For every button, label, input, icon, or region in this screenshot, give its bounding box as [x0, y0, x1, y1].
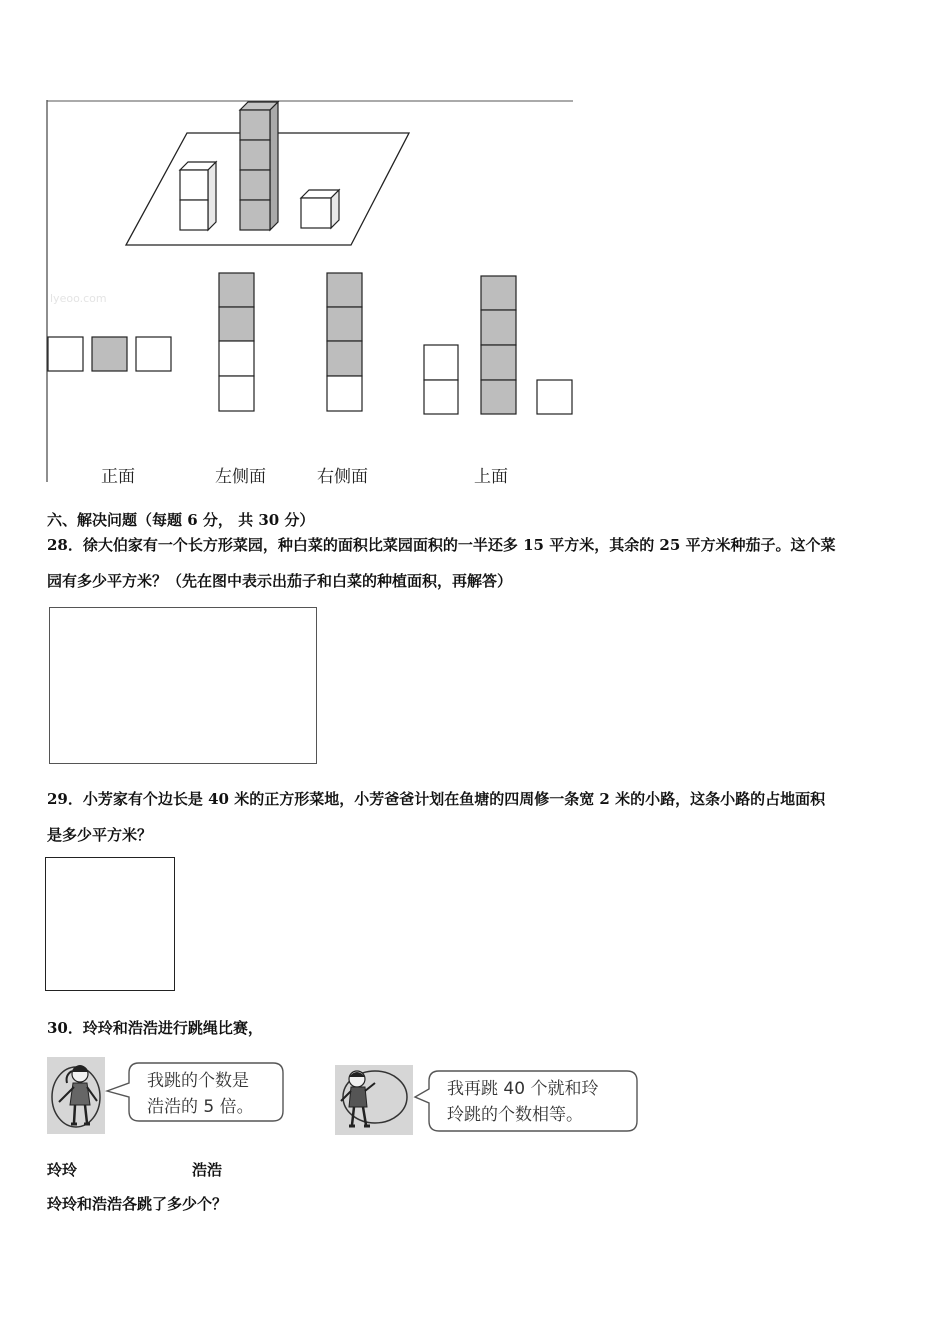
top-view — [424, 276, 572, 414]
q28-line2: 园有多少平方米？（先在图中表示出茄子和白菜的种植面积，再解答） — [47, 572, 513, 590]
name-haohao: 浩浩 — [192, 1161, 223, 1179]
section-title: 六、解决问题（每题 6 分， 共 30 分） — [47, 511, 315, 529]
cube-views-figure — [46, 100, 574, 487]
q28-drawing-box[interactable] — [49, 607, 317, 764]
left-side-view — [219, 273, 254, 411]
bubble-left-line2: 浩浩的 5 倍。 — [147, 1097, 254, 1117]
q29-square-field — [45, 857, 175, 991]
left-side-view-label: 左侧面 — [215, 467, 266, 487]
front-view — [48, 337, 171, 371]
q30-line1: 30．玲玲和浩浩进行跳绳比赛， — [47, 1019, 263, 1037]
girl-icon — [47, 1057, 105, 1134]
girl-jump-rope-illustration — [47, 1057, 105, 1134]
cube-figure-svg — [46, 100, 574, 482]
girl-speech-bubble — [105, 1057, 285, 1127]
cube-stack-middle — [240, 102, 278, 230]
top-view-label: 上面 — [474, 467, 508, 487]
boy-jump-rope-illustration — [335, 1065, 413, 1135]
right-side-view — [327, 273, 362, 411]
q29-line1: 29．小芳家有个边长是 40 米的正方形菜地，小芳爸爸计划在鱼塘的四周修一条宽 2 米的小路，这条小路的占地面积 — [47, 790, 826, 808]
right-side-view-label: 右侧面 — [317, 467, 368, 487]
bubble-right-line1: 我再跳 40 个就和玲 — [447, 1079, 599, 1099]
boy-icon — [335, 1065, 413, 1135]
bubble-left-line1: 我跳的个数是 — [147, 1071, 249, 1091]
bubble-right-line2: 玲跳的个数相等。 — [447, 1105, 583, 1125]
cube-stack-right — [301, 190, 339, 228]
q29-line2: 是多少平方米？ — [47, 826, 153, 844]
q30-question: 玲玲和浩浩各跳了多少个？ — [47, 1195, 228, 1213]
watermark-text: lyeoo.com — [50, 292, 107, 305]
front-view-label: 正面 — [101, 467, 135, 487]
q28-line1: 28．徐大伯家有一个长方形菜园，种白菜的面积比菜园面积的一半还多 15 平方米，其余的 25 平方米种茄子。这个菜 — [47, 536, 836, 554]
cube-stack-left — [180, 162, 216, 230]
boy-speech-bubble — [413, 1065, 639, 1135]
name-linglng: 玲玲 — [47, 1161, 78, 1179]
